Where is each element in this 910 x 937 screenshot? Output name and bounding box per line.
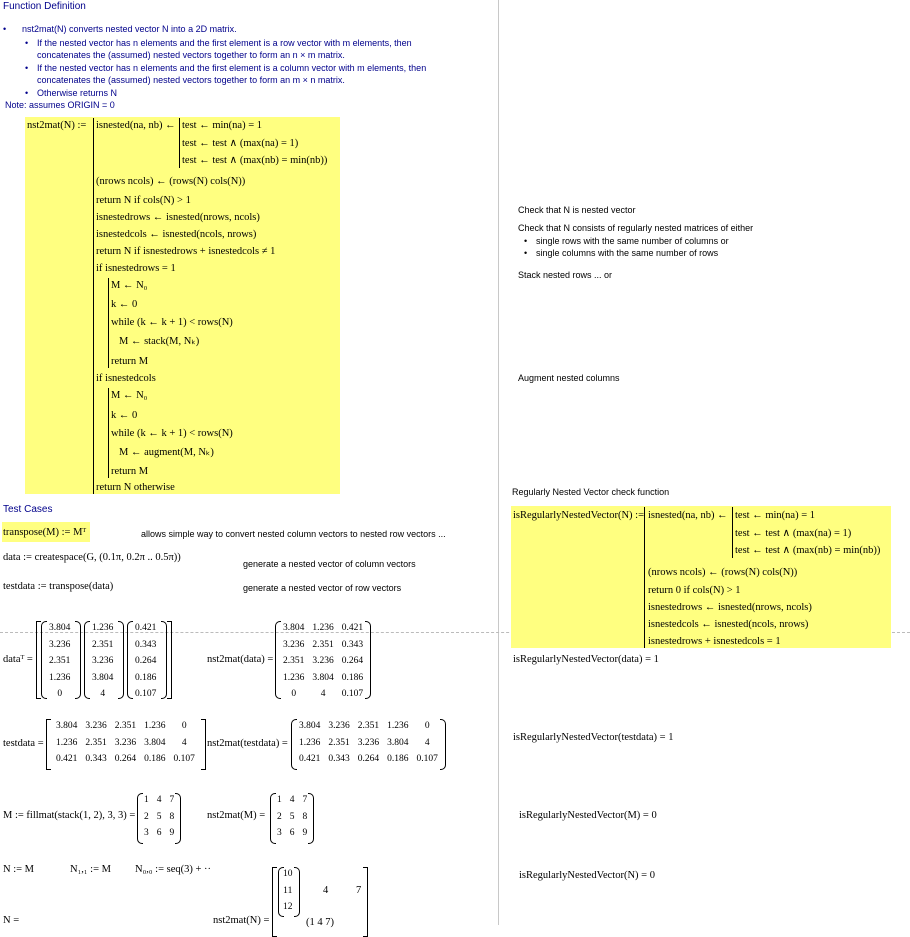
nst2mat-N-label: nst2mat(N) = [213, 915, 270, 926]
nst2mat-data-cell: 3.804 [312, 672, 334, 683]
nst2mat-data-cell: 3.236 [283, 639, 305, 650]
nst2mat-testdata-cell: 2.351 [357, 721, 380, 732]
intro-bullet-1a: • If the nested vector has n elements and the first element is a row vector with m elements, then [37, 38, 412, 48]
nst2mat-data-cell: 0.343 [341, 639, 364, 650]
nst2mat-testdata-cell: 4 [424, 737, 430, 748]
M-cell: 1 [144, 795, 149, 806]
program-bar [93, 118, 94, 494]
program-bar-inner [732, 507, 733, 558]
testdata-cell: 3.804 [144, 737, 166, 748]
nst2mat-testdata-cell: 0.343 [328, 754, 350, 765]
nst2mat-N-cell: 4 [323, 885, 329, 896]
dataT-col1-row [45, 670, 74, 687]
nst2mat-data-cell: 2.351 [283, 656, 305, 667]
prog1-line-isnested: isnested(na, nb) ← [96, 120, 176, 131]
prog1-line-return2: return N if isnestedrows + isnestedcols ≠ 1 [96, 246, 276, 257]
nst2mat-data-row [279, 653, 367, 670]
comment-check-function: Regularly Nested Vector check function [512, 487, 670, 497]
nst2mat-M-row [273, 825, 311, 842]
M-def[interactable]: M := fillmat(stack(1, 2), 3, 3) = [3, 810, 136, 821]
nst2mat-M-label: nst2mat(M) = [207, 810, 266, 821]
M-cell: 9 [169, 828, 175, 839]
nst2mat-testdata-row [295, 718, 442, 735]
isreg-testdata-result[interactable]: isRegularlyNestedVector(testdata) = 1 [513, 732, 674, 743]
testdata-cell: 3.236 [114, 737, 137, 748]
prog1-line-test3: test ← test ∧ (max(nb) = min(nb)) [182, 155, 328, 166]
nst2mat-testdata-cell: 0.186 [387, 754, 409, 765]
nst2mat-data-cell: 3.804 [283, 623, 305, 634]
dataT-col2-cell: 2.351 [92, 639, 114, 650]
nst2mat-data-cell: 3.236 [312, 656, 334, 667]
M-row [140, 809, 178, 826]
nst2mat-testdata-cell: 1.236 [299, 737, 321, 748]
M-cell: 7 [169, 795, 175, 806]
isreg-data-result[interactable]: isRegularlyNestedVector(data) = 1 [513, 654, 659, 665]
nst2mat-testdata-cell: 0.264 [357, 754, 380, 765]
dataT-col1-cell: 0 [57, 689, 63, 700]
dataT-col3-cell: 0.107 [135, 689, 157, 700]
prog1-line-returnM2: return M [111, 466, 149, 477]
testdata-label: testdata = [3, 738, 44, 749]
prog1-line-isnestedrows: isnestedrows ← isnested(nrows, ncols) [96, 212, 260, 223]
prog2-line-rowscols: (nrows ncols) ← (rows(N) cols(N)) [648, 567, 798, 578]
comment-check-nested: Check that N is nested vector [518, 205, 636, 215]
dataT-col1-row [45, 637, 74, 654]
prog1-line-test1: test ← min(na) = 1 [182, 120, 262, 131]
nst2mat-data-row [279, 686, 367, 703]
intro-bullet-3: • Otherwise returns N [37, 88, 117, 98]
nst2mat-M-row [273, 809, 311, 826]
nst2mat-data-cell: 4 [320, 689, 326, 700]
transpose-def: transpose(M) := Mᵀ [3, 527, 87, 538]
prog2-line-isnestedrows: isnestedrows ← isnested(nrows, ncols) [648, 602, 812, 613]
M-cell: 4 [156, 795, 162, 806]
transpose-note: allows simple way to convert nested column vectors to nested row vectors ... [141, 529, 446, 539]
dataT-col3-row [131, 686, 160, 703]
nst2mat-N-first-cell: 10 [283, 869, 293, 880]
nst2mat-testdata-cell: 0.421 [299, 754, 321, 765]
nst2mat-N-first-cell: 11 [283, 885, 293, 896]
dataT-col2-row [88, 637, 117, 654]
testdata-cell: 0.421 [56, 754, 78, 765]
intro-bullet-2b: concatenates the (assumed) nested vectors together to form an m × n matrix. [37, 75, 345, 85]
dataT-col1-row [45, 620, 74, 637]
dataT-col3-cell: 0.264 [135, 656, 157, 667]
nst2mat-testdata-row [295, 735, 442, 752]
testdata-cell: 3.804 [56, 721, 78, 732]
intro-line: nst2mat(N) converts nested vector N into a 2D matrix. [22, 24, 237, 34]
nst2mat-N-bottom-row: (1 4 7) [306, 917, 334, 928]
testdata-row [52, 751, 199, 768]
nst2mat-testdata-cell: 3.804 [387, 737, 409, 748]
dataT-col1-row [45, 686, 74, 703]
nst2mat-M-cell: 9 [302, 828, 308, 839]
prog1-line-return1: return N if cols(N) > 1 [96, 195, 191, 206]
comment-stack: Stack nested rows ... or [518, 270, 613, 280]
dataT-col1-cell: 3.236 [49, 639, 71, 650]
origin-note: Note: assumes ORIGIN = 0 [5, 100, 115, 110]
dataT-col2-row [88, 670, 117, 687]
nst2mat-M-matrix[interactable] [270, 793, 314, 844]
M-cell: 8 [169, 811, 175, 822]
prog1-line-rowscols: (nrows ncols) ← (rows(N) cols(N)) [96, 176, 246, 187]
nst2mat-M-cell: 3 [277, 828, 282, 839]
prog2-line-test1: test ← min(na) = 1 [735, 510, 815, 521]
isreg-M-result[interactable]: isRegularlyNestedVector(M) = 0 [519, 810, 657, 821]
nst2mat-M-cell: 6 [289, 828, 295, 839]
nst2mat-testdata-cell: 0.107 [416, 754, 438, 765]
nst2mat-testdata-cell: 3.236 [357, 737, 380, 748]
prog1-line-augment: M ← augment(M, Nₖ) [119, 447, 214, 458]
prog1-line-m0: M ← N₀ [111, 280, 148, 291]
N-eval: N = [3, 915, 20, 926]
nst2mat-testdata-matrix[interactable] [291, 719, 446, 770]
prog1-line-k0: k ← 0 [111, 299, 138, 310]
dataT-col3-cell: 0.421 [135, 623, 157, 634]
intro-text: • nst2mat(N) converts nested vector N into a 2D matrix. [3, 24, 237, 34]
testdata-cell: 1.236 [144, 721, 166, 732]
nst2mat-M-cell: 7 [302, 795, 308, 806]
nst2mat-data-label: nst2mat(data) = [207, 654, 274, 665]
nst2mat-N-matrix[interactable] [272, 867, 368, 937]
N11-def[interactable]: N₁,₁ := M [70, 864, 111, 875]
intro-bullet-2a: • If the nested vector has n elements and the first element is a column vector with m elements, then [37, 63, 426, 73]
isregular-def-label: isRegularlyNestedVector(N) := [513, 510, 645, 521]
nst2mat-def-label: nst2mat(N) := [27, 120, 87, 131]
prog1-line-test2: test ← test ∧ (max(na) = 1) [182, 138, 299, 149]
nst2mat-testdata-cell: 3.236 [328, 721, 350, 732]
region-divider [498, 0, 499, 925]
nst2mat-data-cell: 0 [291, 689, 297, 700]
data-note: generate a nested vector of column vectors [243, 559, 416, 569]
dataT-col3-row [131, 670, 160, 687]
nst2mat-data-cell: 2.351 [312, 639, 334, 650]
testdata-cell: 0 [181, 721, 187, 732]
dataT-col1-row [45, 653, 74, 670]
prog1-line-while1: while (k ← k + 1) < rows(N) [111, 317, 233, 328]
nst2mat-M-cell: 4 [289, 795, 295, 806]
intro-bullet-1b: concatenates the (assumed) nested vectors together to form an n × m matrix. [37, 50, 345, 60]
dataT-col2-cell: 3.236 [92, 656, 114, 667]
isreg-N-result[interactable]: isRegularlyNestedVector(N) = 0 [519, 870, 655, 881]
testdata-row [52, 735, 199, 752]
N-def[interactable]: N := M [3, 864, 35, 875]
comment-augment: Augment nested columns [518, 373, 620, 383]
dataT-col2-cell: 4 [100, 689, 106, 700]
dataT-col1-cell: 2.351 [49, 656, 71, 667]
M-cell: 6 [156, 828, 162, 839]
nst2mat-data-matrix[interactable] [275, 621, 371, 699]
prog2-line-sum: isnestedrows + isnestedcols = 1 [648, 636, 781, 647]
nst2mat-M-cell: 5 [289, 811, 295, 822]
testdata-def[interactable]: testdata := transpose(data) [3, 581, 114, 592]
dataT-label: dataᵀ = [3, 654, 33, 665]
dataT-col2-row [88, 686, 117, 703]
prog1-line-if-rows: if isnestedrows = 1 [96, 263, 176, 274]
prog2-line-return: return 0 if cols(N) > 1 [648, 585, 741, 596]
nst2mat-testdata-cell: 0 [424, 721, 430, 732]
prog1-line-isnestedcols: isnestedcols ← isnested(ncols, nrows) [96, 229, 257, 240]
testdata-cell: 4 [181, 737, 187, 748]
nst2mat-M-cell: 2 [277, 811, 282, 822]
dataT-col2-row [88, 620, 117, 637]
prog1-line-if-cols: if isnestedcols [96, 373, 156, 384]
nst2mat-data-row [279, 670, 367, 687]
nst2mat-data-cell: 0.421 [341, 623, 364, 634]
test-cases-heading: Test Cases [3, 504, 53, 515]
nst2mat-N-first-cell: 12 [283, 902, 293, 913]
nst2mat-data-cell: 0.186 [341, 672, 364, 683]
dataT-col2-cell: 1.236 [92, 623, 114, 634]
nst2mat-testdata-cell: 1.236 [387, 721, 409, 732]
M-cell: 2 [144, 811, 149, 822]
nst2mat-data-cell: 1.236 [312, 623, 334, 634]
prog2-line-test2: test ← test ∧ (max(na) = 1) [735, 528, 852, 539]
program-bar-inner [108, 388, 109, 478]
function-definition-heading: Function Definition [3, 1, 86, 12]
prog1-line-stack: M ← stack(M, Nₖ) [119, 336, 200, 347]
prog1-line-k0b: k ← 0 [111, 410, 138, 421]
dataT-col1-cell: 1.236 [49, 672, 71, 683]
M-cell: 3 [144, 828, 149, 839]
program-bar-inner [108, 278, 109, 368]
nst2mat-testdata-row [295, 751, 442, 768]
prog1-line-while2: while (k ← k + 1) < rows(N) [111, 428, 233, 439]
program-bar [644, 507, 645, 648]
testdata-matrix[interactable] [46, 719, 206, 770]
comment-single-rows: • single rows with the same number of columns or [536, 236, 729, 246]
dataT-col2-row [88, 653, 117, 670]
dataT-col3-row [131, 620, 160, 637]
comment-single-columns: • single columns with the same number of rows [536, 248, 718, 258]
dataT-col3-cell: 0.186 [135, 672, 157, 683]
nst2mat-M-row [273, 792, 311, 809]
testdata-row [52, 718, 199, 735]
N00-def[interactable]: N₀,₀ := seq(3) + ·· [135, 864, 212, 875]
M-cell: 5 [156, 811, 162, 822]
nst2mat-data-row [279, 637, 367, 654]
dataT-matrix[interactable] [36, 621, 172, 699]
program-bar-inner [179, 118, 180, 168]
prog1-line-returnM1: return M [111, 356, 149, 367]
testdata-cell: 2.351 [114, 721, 137, 732]
testdata-cell: 1.236 [56, 737, 78, 748]
testdata-cell: 0.107 [173, 754, 195, 765]
nst2mat-testdata-label: nst2mat(testdata) = [207, 738, 288, 749]
nst2mat-data-row [279, 620, 367, 637]
nst2mat-testdata-cell: 2.351 [328, 737, 350, 748]
prog1-line-m0b: M ← N₀ [111, 390, 148, 401]
data-def[interactable]: data := createspace(G, (0.1π, 0.2π .. 0.5π)) [3, 552, 181, 563]
nst2mat-N-cell: 7 [356, 885, 362, 896]
prog2-line-test3: test ← test ∧ (max(nb) = min(nb)) [735, 545, 881, 556]
dataT-col3-row [131, 637, 160, 654]
dataT-col3-row [131, 653, 160, 670]
M-matrix[interactable] [137, 793, 181, 844]
dataT-col1-cell: 3.804 [49, 623, 71, 634]
testdata-note: generate a nested vector of row vectors [243, 583, 402, 593]
testdata-cell: 0.186 [144, 754, 166, 765]
prog2-line-isnested: isnested(na, nb) ← [648, 510, 728, 521]
nst2mat-data-cell: 0.107 [341, 689, 364, 700]
nst2mat-M-cell: 8 [302, 811, 308, 822]
dataT-col2-cell: 3.804 [92, 672, 114, 683]
nst2mat-data-cell: 1.236 [283, 672, 305, 683]
testdata-cell: 0.343 [85, 754, 107, 765]
comment-check-regular: Check that N consists of regularly nested matrices of either [518, 223, 754, 233]
nst2mat-data-cell: 0.264 [341, 656, 364, 667]
nst2mat-M-cell: 1 [277, 795, 282, 806]
testdata-cell: 3.236 [85, 721, 107, 732]
prog1-line-otherwise: return N otherwise [96, 482, 175, 493]
testdata-cell: 2.351 [85, 737, 107, 748]
M-row [140, 792, 178, 809]
M-row [140, 825, 178, 842]
testdata-cell: 0.264 [114, 754, 137, 765]
nst2mat-testdata-cell: 3.804 [299, 721, 321, 732]
dataT-col3-cell: 0.343 [135, 639, 157, 650]
prog2-line-isnestedcols: isnestedcols ← isnested(ncols, nrows) [648, 619, 809, 630]
